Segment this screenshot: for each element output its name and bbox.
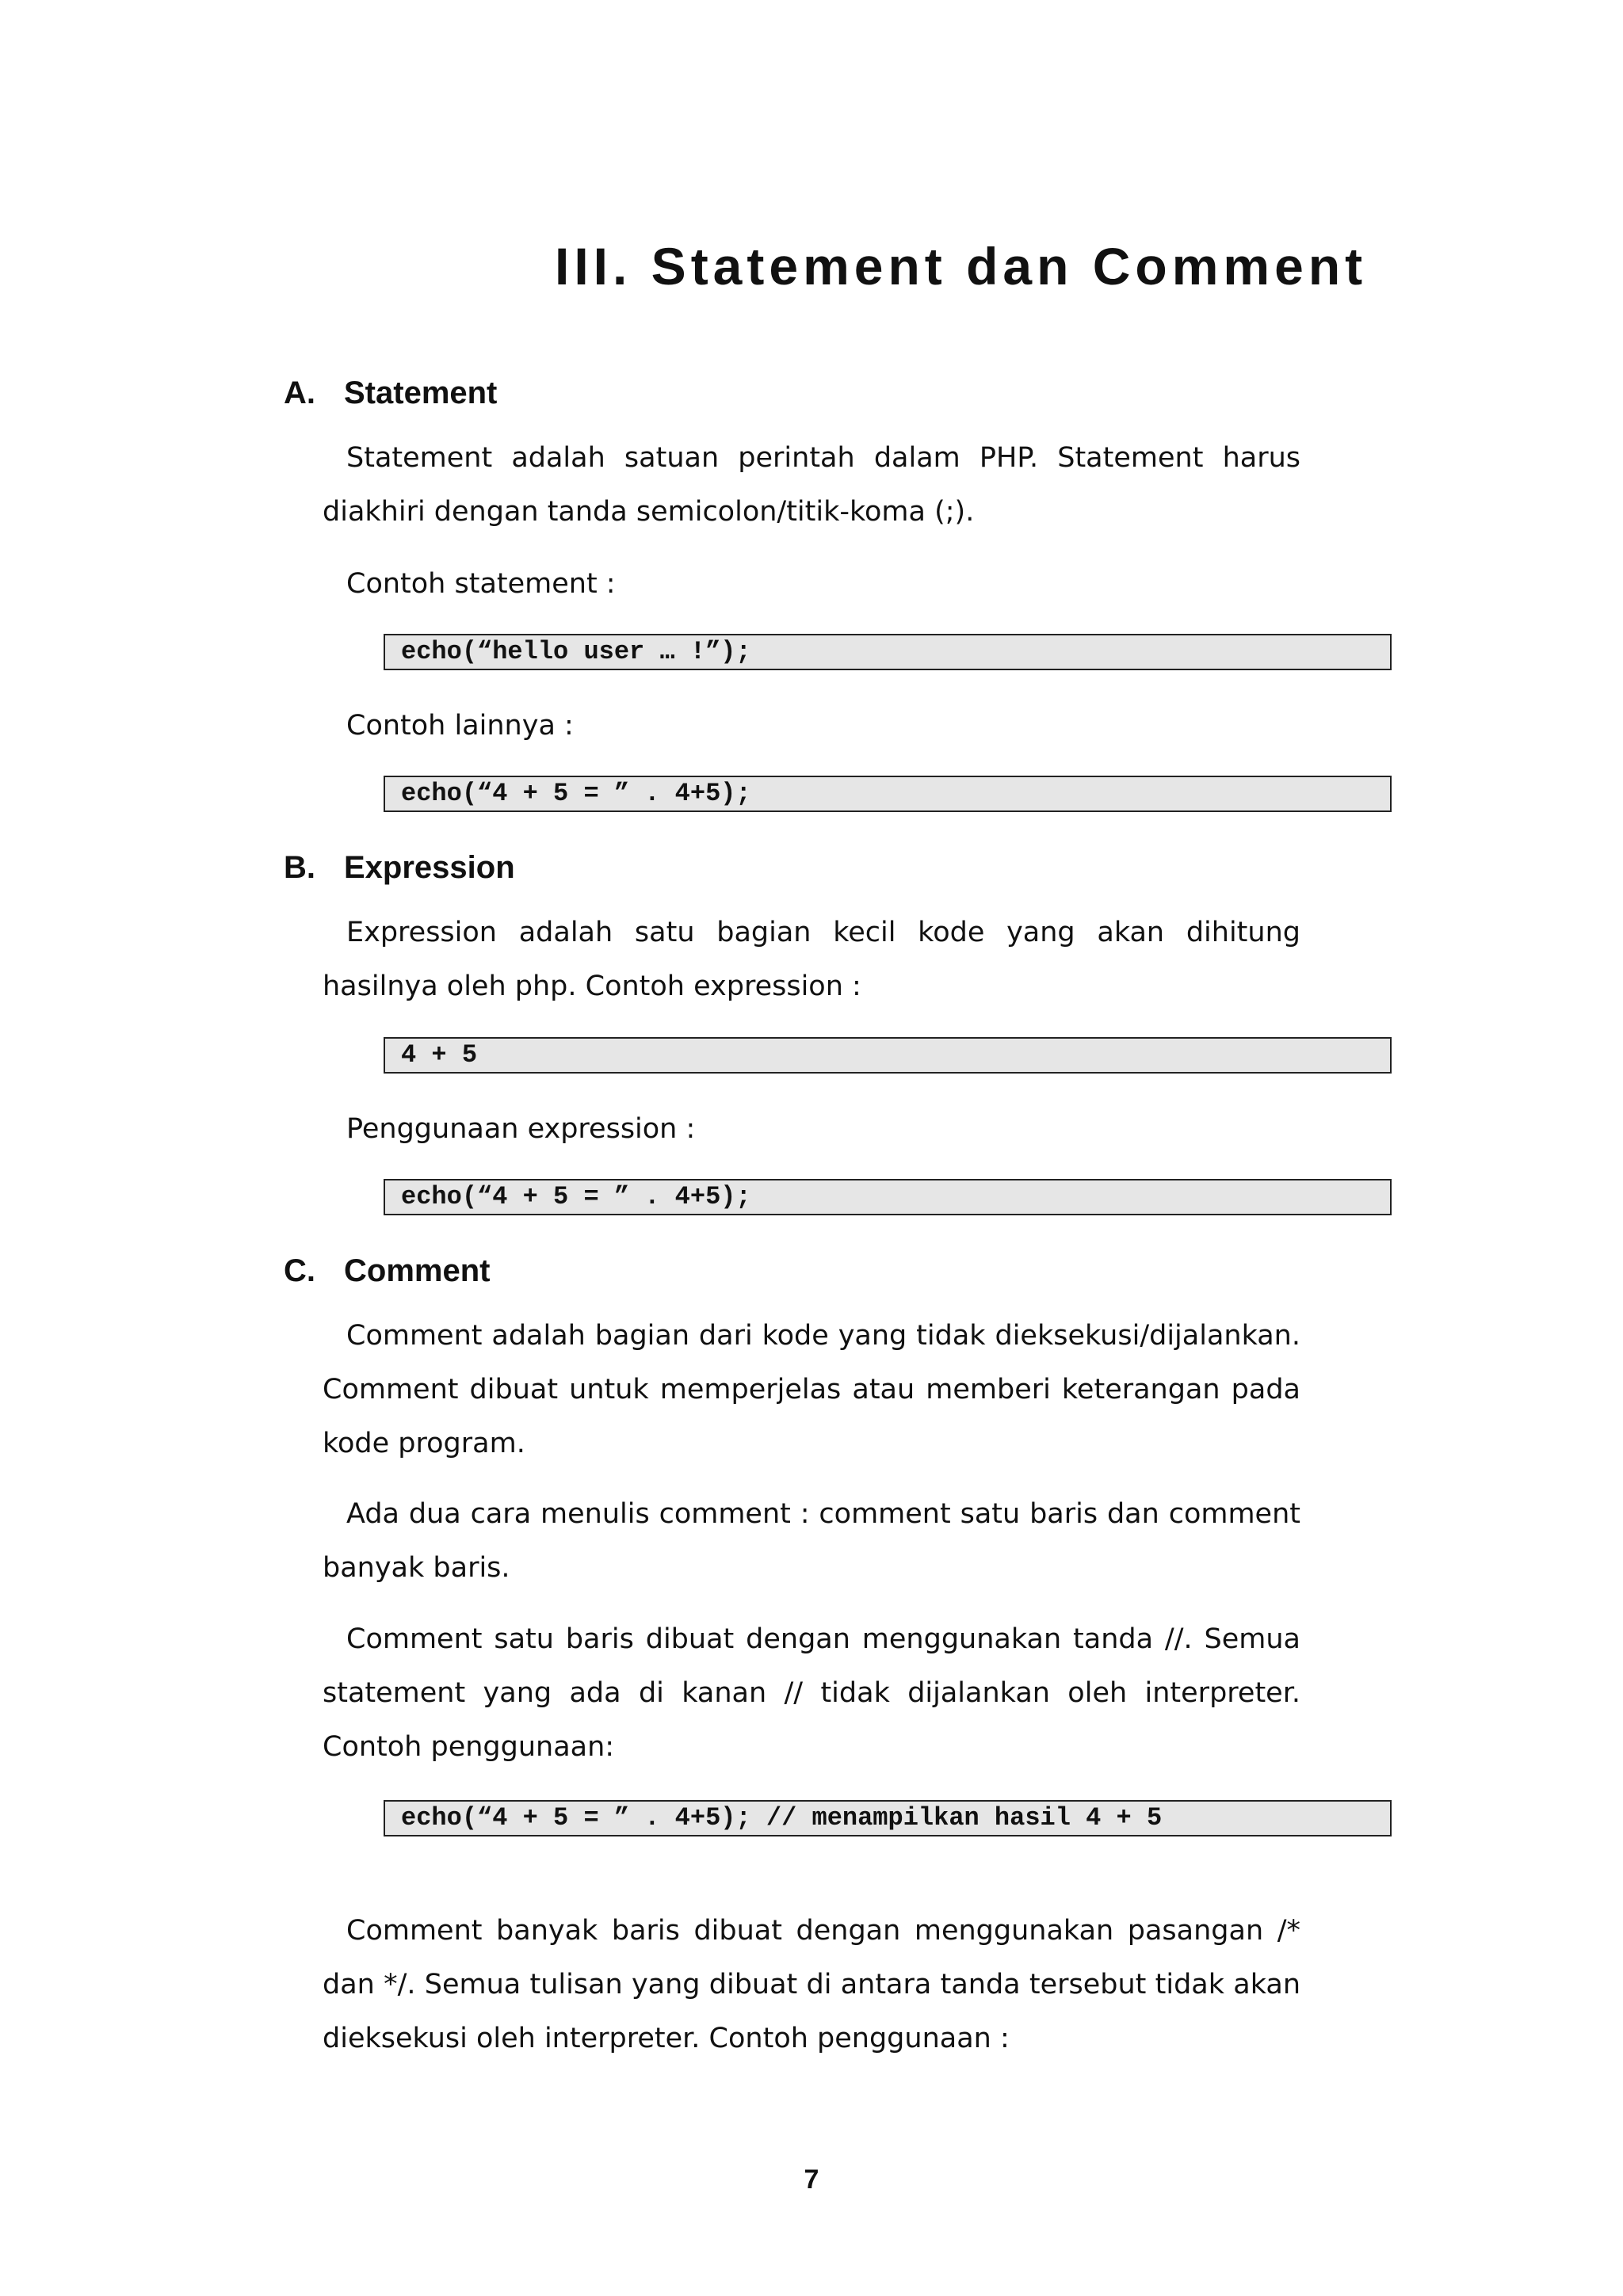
section-c-paragraph-4: Comment banyak baris dibuat dengan menggunakan pasangan /* dan */. Semua tulisan yang dibuat di antara tanda tersebut tidak akan dieksekusi oleh interpreter. Contoh penggunaan :	[323, 1915, 1300, 2054]
code-block-statement-2: echo(“4 + 5 = ” . 4+5);	[384, 776, 1392, 812]
section-b-title: Expression	[344, 850, 515, 885]
section-c-heading	[284, 1253, 490, 1289]
section-a-paragraph: Statement adalah satuan perintah dalam PHP. Statement harus diakhiri dengan tanda semicolon/titik-koma (;).	[323, 442, 1300, 528]
section-c-paragraph-2: Ada dua cara menulis comment : comment satu baris dan comment banyak baris.	[323, 1498, 1300, 1584]
code-block-expression-2: echo(“4 + 5 = ” . 4+5);	[384, 1179, 1392, 1215]
page-number: 7	[804, 2164, 819, 2195]
chapter-title: III. Statement dan Comment	[555, 237, 1368, 296]
section-a-label-2: Contoh lainnya :	[346, 710, 574, 742]
section-b-letter: B.	[284, 850, 315, 885]
section-a-heading	[284, 376, 497, 411]
code-block-comment-1: echo(“4 + 5 = ” . 4+5); // menampilkan hasil 4 + 5	[384, 1800, 1392, 1836]
section-c-paragraph-3: Comment satu baris dibuat dengan menggunakan tanda //. Semua statement yang ada di kanan // tidak dijalankan oleh interpreter. Contoh penggunaan:	[323, 1623, 1300, 1763]
section-a-title: Statement	[344, 376, 498, 410]
section-c-paragraph-1: Comment adalah bagian dari kode yang tidak dieksekusi/dijalankan. Comment dibuat untuk memperjelas atau memberi keterangan pada kode program.	[323, 1320, 1300, 1459]
section-b-paragraph: Expression adalah satu bagian kecil kode yang akan dihitung hasilnya oleh php. Contoh expression :	[323, 917, 1300, 1002]
code-block-statement-1: echo(“hello user … !”);	[384, 634, 1392, 670]
section-b-heading	[284, 850, 515, 886]
section-a-letter: A.	[284, 376, 315, 410]
section-c-title: Comment	[344, 1253, 491, 1288]
section-a-label-1: Contoh statement :	[346, 568, 616, 600]
section-c-letter: C.	[284, 1253, 315, 1288]
code-block-expression-1: 4 + 5	[384, 1037, 1392, 1074]
section-b-label-1: Penggunaan expression :	[346, 1113, 696, 1145]
